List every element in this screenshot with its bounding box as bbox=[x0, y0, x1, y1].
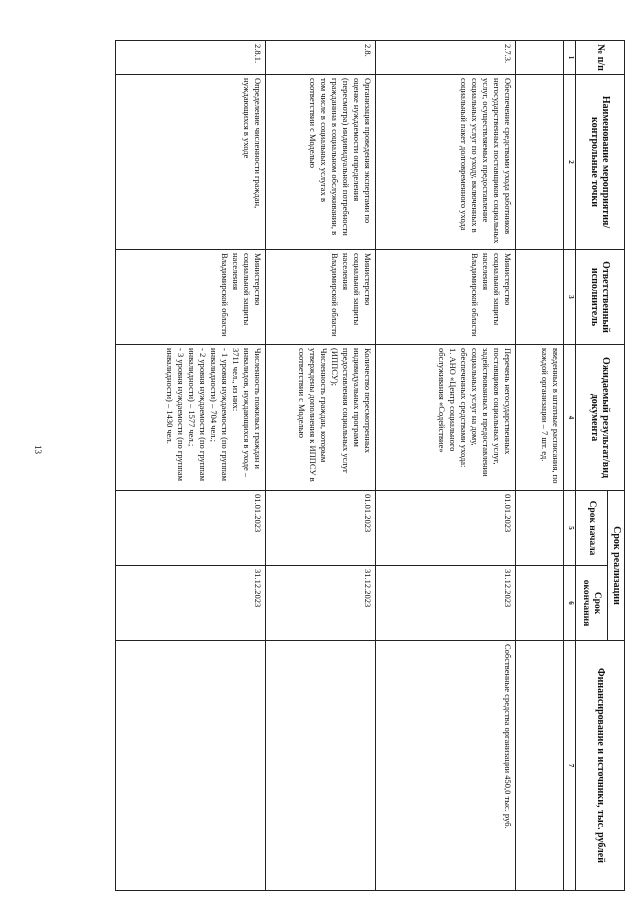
row-end: 31.12.2023 bbox=[116, 566, 266, 641]
header-end: Срок окончания bbox=[576, 566, 608, 641]
row-finance bbox=[516, 641, 564, 891]
header-period: Срок реализации bbox=[608, 491, 625, 641]
row-start: 01.01.2023 bbox=[376, 491, 516, 566]
row-start: 01.01.2023 bbox=[116, 491, 266, 566]
header-finance: Финансирование и источники, тыс. рублей bbox=[576, 641, 625, 891]
row-start bbox=[516, 491, 564, 566]
table-row bbox=[376, 41, 516, 891]
col-number: 6 bbox=[564, 566, 576, 641]
row-name bbox=[516, 75, 564, 250]
row-executor: Министерство социальной защиты населения Владимирской области bbox=[116, 250, 266, 345]
row-finance bbox=[266, 641, 376, 891]
row-name: Определение численности граждан, нуждающихся в уходе bbox=[116, 75, 266, 250]
header-executor: Ответственный исполнитель bbox=[576, 250, 625, 345]
row-executor: Министерство социальной защиты населения Владимирской области bbox=[266, 250, 376, 345]
col-number: 3 bbox=[564, 250, 576, 345]
row-start: 01.01.2023 bbox=[266, 491, 376, 566]
header-row-1 bbox=[608, 41, 625, 891]
row-finance: Собственные средства организации 450,0 тыс. руб. bbox=[376, 641, 516, 891]
row-num: 2.8. bbox=[266, 41, 376, 75]
row-result: Численность пожилых граждан и инвалидов, нуждающихся в уходе – 3711 чел., из них: - 1 уровня нуждаемости (по группам инвалидности) – 704 чел.; - 2 уровня нуждаемости (по группам инвалидности) – 1577 чел.; - 3 уровня нуждаемости (по группам инвалидности) – 1430 чел. bbox=[116, 345, 266, 491]
column-number-row bbox=[564, 41, 576, 891]
row-executor: Министерство социальной защиты населения Владимирской области bbox=[376, 250, 516, 345]
row-finance bbox=[116, 641, 266, 891]
row-result: Количество пересмотренных индивидуальных программ предоставления социальных услуг (ИППСУ); Численность граждан, которым утверждены дополнения к ИППСУ в соответствии с Моделью bbox=[266, 345, 376, 491]
activities-table bbox=[115, 40, 625, 891]
table-row bbox=[116, 41, 266, 891]
row-num bbox=[516, 41, 564, 75]
col-number: 2 bbox=[564, 75, 576, 250]
col-number: 1 bbox=[564, 41, 576, 75]
table-row bbox=[516, 41, 564, 891]
header-result: Ожидаемый результат/вид документа bbox=[576, 345, 625, 491]
table-row bbox=[266, 41, 376, 891]
header-name: Наименование мероприятия/ контрольные точки bbox=[576, 75, 625, 250]
row-end: 31.12.2023 bbox=[376, 566, 516, 641]
row-end: 31.12.2023 bbox=[266, 566, 376, 641]
row-result: введенных в штатные расписания, по каждой организации – 7 шт. ед. bbox=[516, 345, 564, 491]
row-num: 2.8.1. bbox=[116, 41, 266, 75]
row-result: Перечень негосударственных поставщиков социальных услуг, задействованных в предоставлении социальных услуг на дому, обеспеченных средствами ухода: 1. АНО «Центр социального обслуживания «Содействие» bbox=[376, 345, 516, 491]
row-name: Организация проведения экспертами по оценке нуждаемости определения (пересмотра) индивидуальной потребности гражданина в социальном обслуживании, в том числе в социальных услугах в соответствии с Моделью bbox=[266, 75, 376, 250]
col-number: 5 bbox=[564, 491, 576, 566]
row-name: Обеспечение средствами ухода работников негосударственных поставщиков социальных услуг, осуществляемых предоставление социальных услуг по уходу, включенных в социальный пакет долговременного ухода bbox=[376, 75, 516, 250]
col-number: 4 bbox=[564, 345, 576, 491]
page-number: 13 bbox=[33, 445, 43, 454]
row-num: 2.7.3. bbox=[376, 41, 516, 75]
row-end bbox=[516, 566, 564, 641]
col-number: 7 bbox=[564, 641, 576, 891]
rotated-page bbox=[113, 40, 625, 890]
header-start: Срок начала bbox=[576, 491, 608, 566]
row-executor bbox=[516, 250, 564, 345]
header-num: № п/п bbox=[576, 41, 625, 75]
